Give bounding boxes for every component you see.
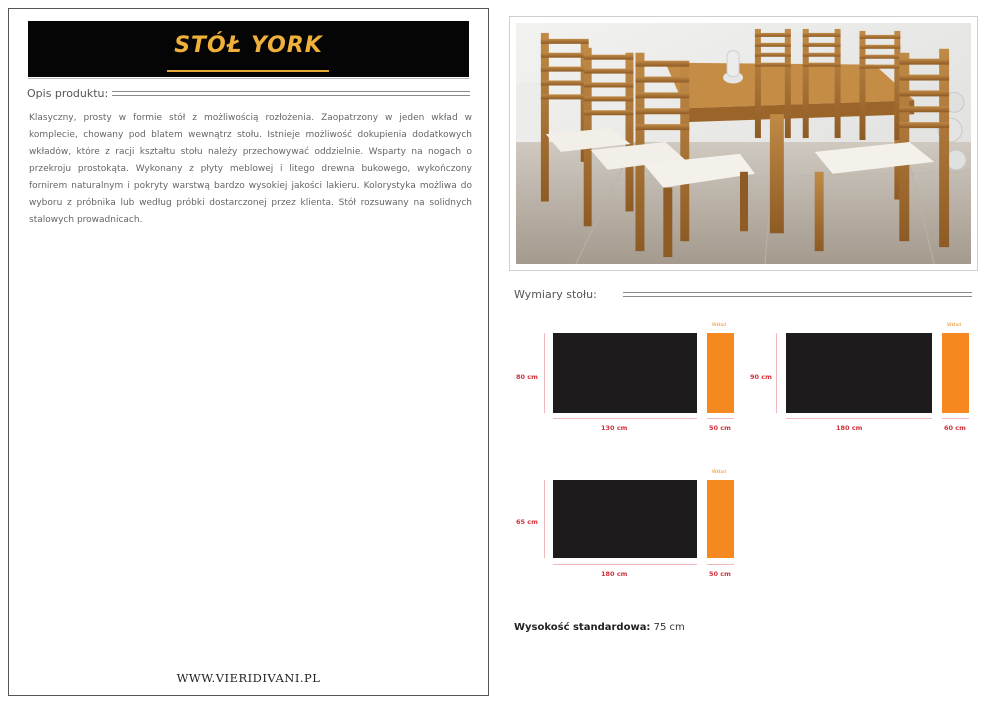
depth-line bbox=[544, 333, 545, 413]
product-description-page bbox=[8, 8, 489, 696]
standard-height-value: 75 cm bbox=[653, 622, 685, 633]
insert-shape bbox=[942, 333, 969, 413]
table-top-shape bbox=[553, 480, 697, 558]
length-line bbox=[553, 564, 697, 565]
product-title: STÓŁ YORK bbox=[174, 33, 323, 58]
insert-width-label: 50 cm bbox=[709, 424, 731, 432]
depth-label: 65 cm bbox=[516, 518, 538, 526]
product-photo bbox=[516, 23, 971, 264]
description-heading: Opis produktu: bbox=[27, 87, 109, 100]
standard-height bbox=[514, 622, 685, 633]
dimensions-header bbox=[514, 288, 972, 301]
depth-label: 80 cm bbox=[516, 373, 538, 381]
depth-line bbox=[544, 480, 545, 558]
depth-label: 90 cm bbox=[750, 373, 772, 381]
description-header bbox=[27, 87, 470, 100]
table-top-shape bbox=[786, 333, 932, 413]
length-label: 180 cm bbox=[836, 424, 863, 432]
title-banner bbox=[28, 21, 469, 77]
insert-line bbox=[707, 564, 734, 565]
length-line bbox=[553, 418, 697, 419]
length-label: 130 cm bbox=[601, 424, 628, 432]
insert-line bbox=[942, 418, 969, 419]
insert-shape bbox=[707, 480, 734, 558]
insert-width-label: 50 cm bbox=[709, 570, 731, 578]
product-photo-frame bbox=[509, 16, 978, 271]
title-divider bbox=[28, 78, 469, 79]
table-top-shape bbox=[553, 333, 697, 413]
product-description: Klasyczny, prosty w formie stół z możliwością rozłożenia. Zaopatrzony w jeden wkład w komplecie, chowany pod blatem wewnątrz stołu. Istnieje możliwość dokupienia dodatkowych wkładów, które z racji kształtu stołu należy przechowywać oddzielnie. Wsparty na nogach o przekroju prostokąta. Wykonany z płyty meblowej i litego drewna bukowego, wykończony fornirem naturalnym i pokryty warstwą bardzo wysokiej jakości lakieru. Kolorystyka możliwa do wyboru z próbnika lub według próbki dostarczonej przez klienta. Stół rozsuwany na solidnych stalowych prowadnicach. bbox=[29, 113, 472, 225]
dimensions-heading: Wymiary stołu: bbox=[514, 288, 597, 301]
insert-label: Wkład bbox=[712, 323, 726, 328]
standard-height-label: Wysokość standardowa: bbox=[514, 622, 651, 633]
title-underline bbox=[167, 70, 329, 72]
website-url: WWW.VIERIDIVANI.PL bbox=[176, 671, 321, 685]
dimensions-divider bbox=[623, 292, 972, 297]
length-line bbox=[786, 418, 932, 419]
insert-label: Wkład bbox=[947, 323, 961, 328]
insert-shape bbox=[707, 333, 734, 413]
insert-width-label: 60 cm bbox=[944, 424, 966, 432]
length-label: 180 cm bbox=[601, 570, 628, 578]
insert-line bbox=[707, 418, 734, 419]
insert-label: Wkład bbox=[712, 470, 726, 475]
depth-line bbox=[776, 333, 777, 413]
description-divider bbox=[112, 91, 470, 96]
